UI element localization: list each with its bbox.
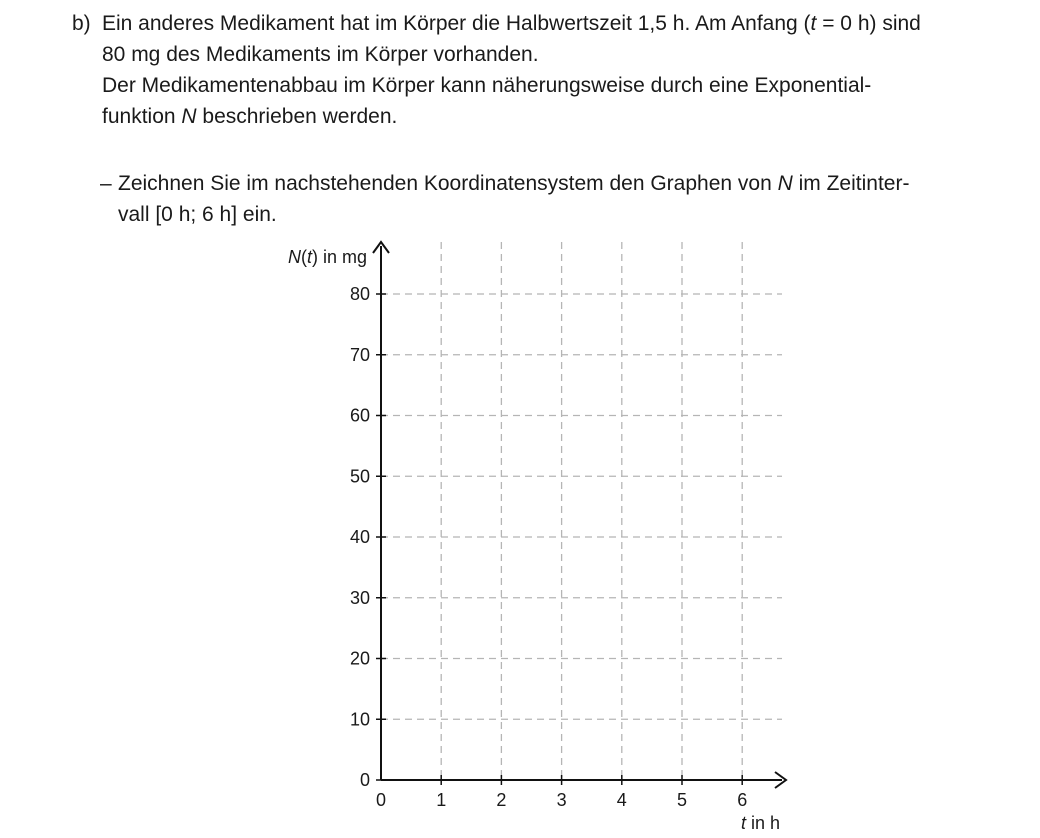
y-axis-label: N(t) in mg (287, 247, 367, 267)
x-tick-label: 1 (436, 790, 447, 810)
variable-N: N (777, 172, 793, 195)
variable-N: N (181, 105, 197, 128)
y-tick-label: 60 (349, 405, 370, 426)
y-tick-label: 40 (349, 527, 370, 547)
y-tick-label: 0 (359, 770, 370, 790)
text-segment: im Zeitinter- (792, 172, 910, 195)
y-tick-label: 80 (349, 284, 370, 304)
bullet-dash: – (100, 172, 112, 195)
task-marker: b) (72, 12, 91, 35)
description-line-3: Der Medikamentenabbau im Körper kann näherungsweise durch eine Exponential- (102, 74, 872, 97)
y-tick-label: 20 (349, 648, 370, 669)
text-segment: Zeichnen Sie im nachstehenden Koordinatensystem den Graphen von (118, 172, 778, 195)
y-tick-label: 50 (349, 466, 370, 487)
x-tick-label: 2 (496, 790, 507, 810)
text-segment: Ein anderes Medikament hat im Körper die Halbwertszeit 1,5 h. Am Anfang ( (102, 12, 811, 35)
y-tick-label: 30 (349, 587, 370, 608)
text-segment: funktion (102, 105, 182, 128)
x-tick-label: 5 (676, 790, 688, 810)
description-line-2: 80 mg des Medikaments im Körper vorhanden. (102, 43, 539, 66)
text-segment: beschrieben werden. (196, 105, 398, 128)
axes (373, 242, 786, 788)
x-tick-label: 3 (556, 790, 567, 810)
x-tick-label: 0 (375, 790, 387, 810)
x-tick-label: 6 (737, 790, 748, 810)
ticks (350, 284, 747, 810)
x-axis-label: t in h (740, 813, 780, 833)
grid (381, 242, 782, 780)
y-tick-label: 10 (349, 709, 370, 730)
instruction-line-2: vall [0 h; 6 h] ein. (118, 203, 277, 226)
y-tick-label: 70 (349, 344, 370, 365)
x-tick-label: 4 (616, 790, 627, 810)
text-segment: = 0 h) sind (816, 12, 921, 35)
variable-t: t (810, 12, 817, 35)
